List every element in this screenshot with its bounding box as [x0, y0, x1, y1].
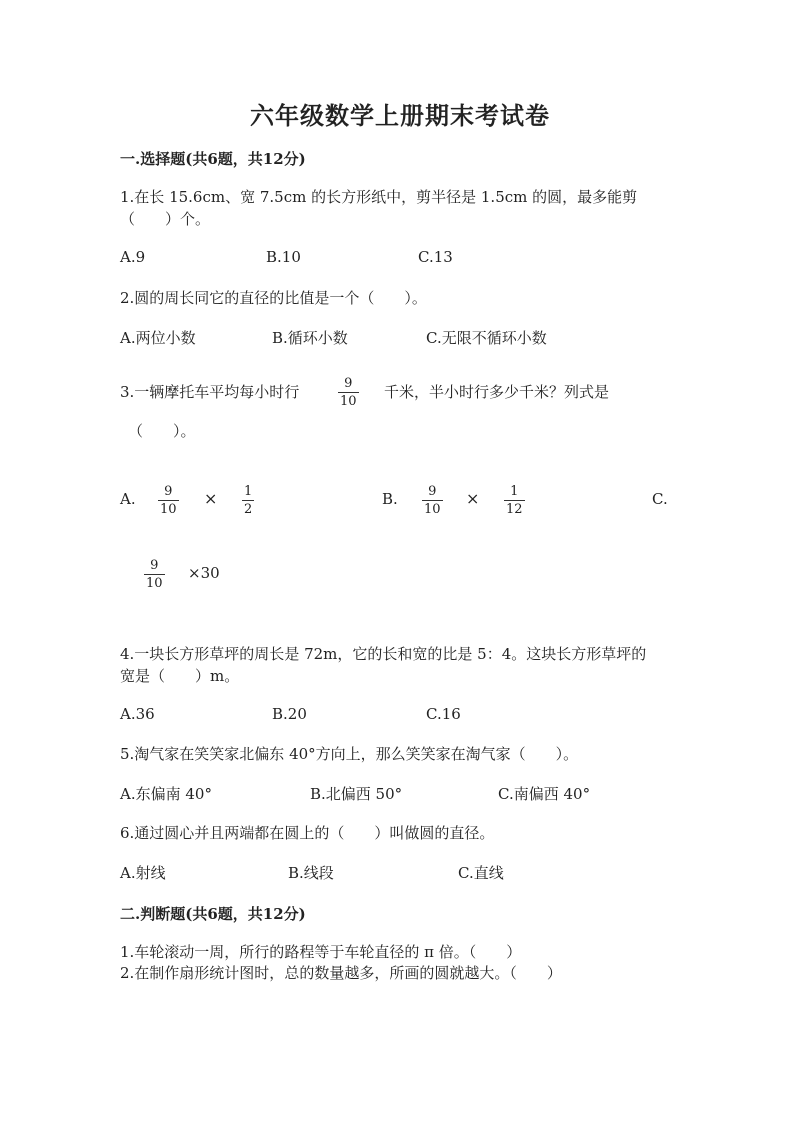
option-label: A.: [120, 490, 136, 508]
option-b: B.线段: [288, 864, 334, 882]
question-text: 5.淘气家在笑笑家北偏东 40°方向上，那么笑笑家在淘气家（ ）。: [120, 745, 579, 763]
option-c: C.13: [418, 248, 453, 266]
question-text: 6.通过圆心并且两端都在圆上的（ ）叫做圆的直径。: [120, 824, 495, 842]
page-title: 六年级数学上册期末考试卷: [250, 101, 550, 130]
question-text: 2.圆的周长同它的直径的比值是一个（ ）。: [120, 289, 427, 307]
option-c: C.南偏西 40°: [498, 785, 591, 803]
section-heading-judgement: 二.判断题(共6题，共12分): [120, 905, 306, 923]
question-text: 千米，半小时行多少千米？列式是: [384, 383, 610, 401]
fraction: [504, 484, 525, 517]
option-a: A.9: [120, 248, 146, 266]
fraction: [242, 484, 254, 517]
fraction-numerator: 9: [344, 376, 353, 391]
section-heading-choice: 一.选择题(共6题，共12分): [120, 150, 306, 168]
option-expression: ×30: [188, 564, 220, 582]
fraction-numerator: 9: [150, 558, 159, 573]
judgement-question-1: 1.车轮滚动一周，所行的路程等于车轮直径的 π 倍。（ ）: [120, 943, 522, 961]
fraction-denominator: 12: [506, 502, 523, 517]
question-text: 1.在长 15.6cm、宽 7.5cm 的长方形纸中，剪半径是 1.5cm 的圆，最多能剪: [120, 188, 638, 206]
question-text: （ ）。: [128, 422, 196, 440]
option-b: B.10: [266, 248, 301, 266]
option-b: B.20: [272, 705, 307, 723]
option-b: B.循环小数: [272, 329, 348, 347]
question-text: （ ）个。: [120, 210, 211, 228]
option-c: C.16: [426, 705, 461, 723]
fraction-denominator: 2: [244, 502, 253, 517]
fraction-denominator: 10: [340, 394, 357, 409]
option-b: B.北偏西 50°: [310, 785, 403, 803]
option-c: C.直线: [458, 864, 504, 882]
fraction-numerator: 9: [164, 484, 173, 499]
fraction-numerator: 1: [244, 484, 253, 499]
fraction-denominator: 10: [146, 576, 163, 591]
fraction-denominator: 10: [160, 502, 177, 517]
question-text: 4.一块长方形草坪的周长是 72m，它的长和宽的比是 5：4。这块长方形草坪的: [120, 645, 647, 663]
option-a: A.东偏南 40°: [120, 785, 212, 803]
fraction: [338, 376, 359, 409]
multiply-sign: ×: [466, 489, 480, 508]
fraction-numerator: 9: [428, 484, 437, 499]
fraction: [158, 484, 179, 517]
option-a: A.射线: [120, 864, 166, 882]
question-text: 3.一辆摩托车平均每小时行: [120, 383, 300, 401]
option-label: C.: [652, 490, 668, 508]
fraction-numerator: 1: [510, 484, 519, 499]
multiply-sign: ×: [204, 489, 218, 508]
option-a: A.两位小数: [120, 329, 196, 347]
fraction: [144, 558, 165, 591]
question-text: 宽是（ ）m。: [120, 667, 240, 685]
option-a: A.36: [120, 705, 155, 723]
fraction: [422, 484, 443, 517]
judgement-question-2: 2.在制作扇形统计图时，总的数量越多，所画的圆就越大。（ ）: [120, 964, 562, 982]
option-c: C.无限不循环小数: [426, 329, 547, 347]
fraction-denominator: 10: [424, 502, 441, 517]
option-label: B.: [382, 490, 398, 508]
